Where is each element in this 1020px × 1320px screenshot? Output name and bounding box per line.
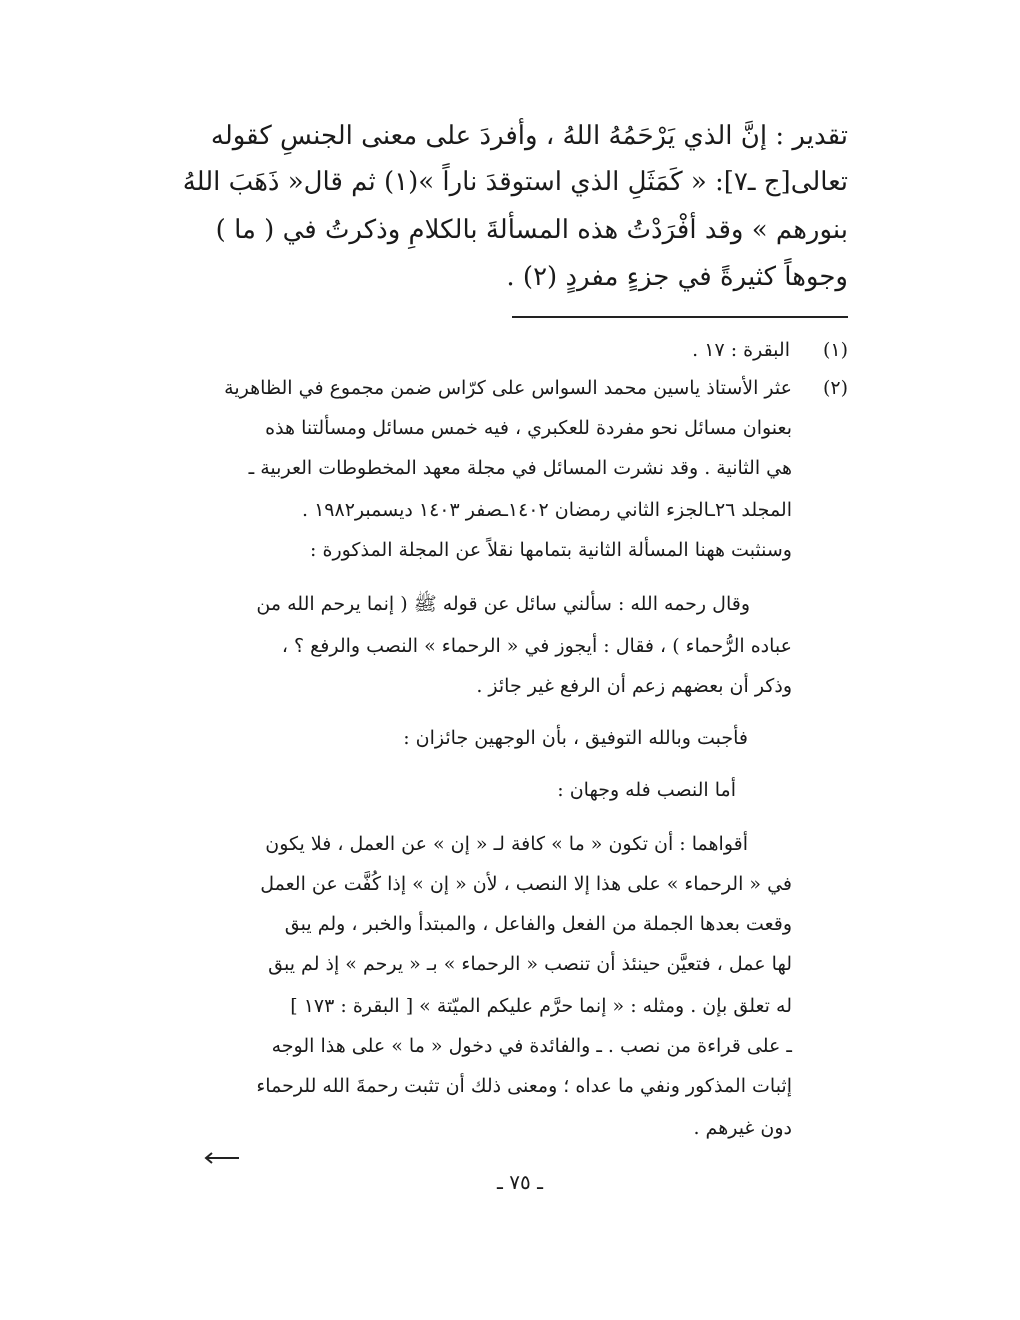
main-text-line-1: تقدير : إنَّ الذي يَرْحَمُهُ اللهُ ، وأفردَ على معنى الجنسِ كقوله (210, 121, 848, 151)
quoted-para-4-line-2: في « الرحماء » على هذا إلا النصب ، لأن « إن » إذا كُفَّت عن العمل (260, 873, 792, 895)
page-number: ـ ٧٥ ـ (497, 1170, 543, 1194)
quoted-para-4-line-4: لها عمل ، فتعيَّن حينئذ أن تنصب « الرحماء » بـ « يرحم » إذ لم يبق (268, 953, 792, 975)
main-text-line-3: بنورهم » وقد أفْرَدْتُ هذه المسألةَ بالكلامِ وذكرتُ في ( ما ) (215, 215, 848, 245)
quoted-para-4-line-6: ـ على قراءة من نصب . ـ والفائدة في دخول « ما » على هذا الوجه (271, 1035, 792, 1057)
footnote-2-line-1: عثر الأستاذ ياسين محمد السواس على كرّاس ضمن مجموع في الظاهرية (224, 377, 792, 399)
main-text-line-4: وجوهاً كثيرةً في جزءٍ مفردٍ (٢) . (506, 262, 848, 292)
footnote-2-line-3: هي الثانية . وقد نشرت المسائل في مجلة معهد المخطوطات العربية ـ (248, 457, 792, 479)
footnote-number-2: (٢) (822, 377, 848, 399)
quoted-para-4-line-3: وقعت بعدها الجملة من الفعل والفاعل ، والمبتدأ والخبر ، ولم يبق (284, 913, 792, 935)
quoted-para-4-line-1: أقواهما : أن تكون « ما » كافة لـ « إن » عن العمل ، فلا يكون (265, 833, 748, 855)
quoted-para-3: أما النصب فله وجهان : (557, 779, 736, 801)
quoted-para-4-line-8: دون غيرهم . (693, 1117, 792, 1139)
quoted-para-4-line-5: له تعلق بإن . ومثله : « إنما حرَّم عليكم الميّتة » [ البقرة : ١٧٣ ] (290, 995, 792, 1017)
footnote-2-line-4: المجلد ٢٦ـالجزء الثاني رمضان ١٤٠٢ـصفر ١٤٠٣ ديسمبر١٩٨٢ . (302, 499, 792, 521)
footnote-2-line-2: بعنوان مسائل نحو مفردة للعكبري ، فيه خمس مسائل ومسألتنا هذه (265, 417, 792, 439)
quoted-para-2: فأجبت وبالله التوفيق ، بأن الوجهين جائزان : (403, 727, 748, 749)
quoted-para-1-line-2: عباده الرُّحماء ) ، فقال : أيجوز في « الرحماء » النصب والرفع ؟ ، (281, 635, 792, 657)
footnote-number-1: (١) (822, 339, 848, 361)
footnote-1-text: البقرة : ١٧ . (692, 339, 790, 361)
arrow-left-icon (203, 1152, 239, 1164)
footnote-2-line-5: وسنثبت ههنا المسألة الثانية بتمامها نقلاً عن المجلة المذكورة : (310, 539, 792, 561)
quoted-para-4-line-7: إثبات المذكور ونفي ما عداه ؛ ومعنى ذلك أن تثبت رحمةَ الله للرحماء (256, 1075, 792, 1097)
main-text-line-2: تعالى[ج ـ٧]: « كَمَثَلِ الذي استوقدَ ناراً »(١) ثم قال« ذَهَبَ اللهُ (182, 167, 848, 197)
quoted-para-1-line-1: وقال رحمه الله : سألني سائل عن قوله ﷺ ( إنما يرحم الله من (256, 593, 750, 615)
footnote-separator (512, 316, 848, 318)
quoted-para-1-line-3: وذكر أن بعضهم زعم أن الرفع غير جائز . (476, 675, 792, 697)
